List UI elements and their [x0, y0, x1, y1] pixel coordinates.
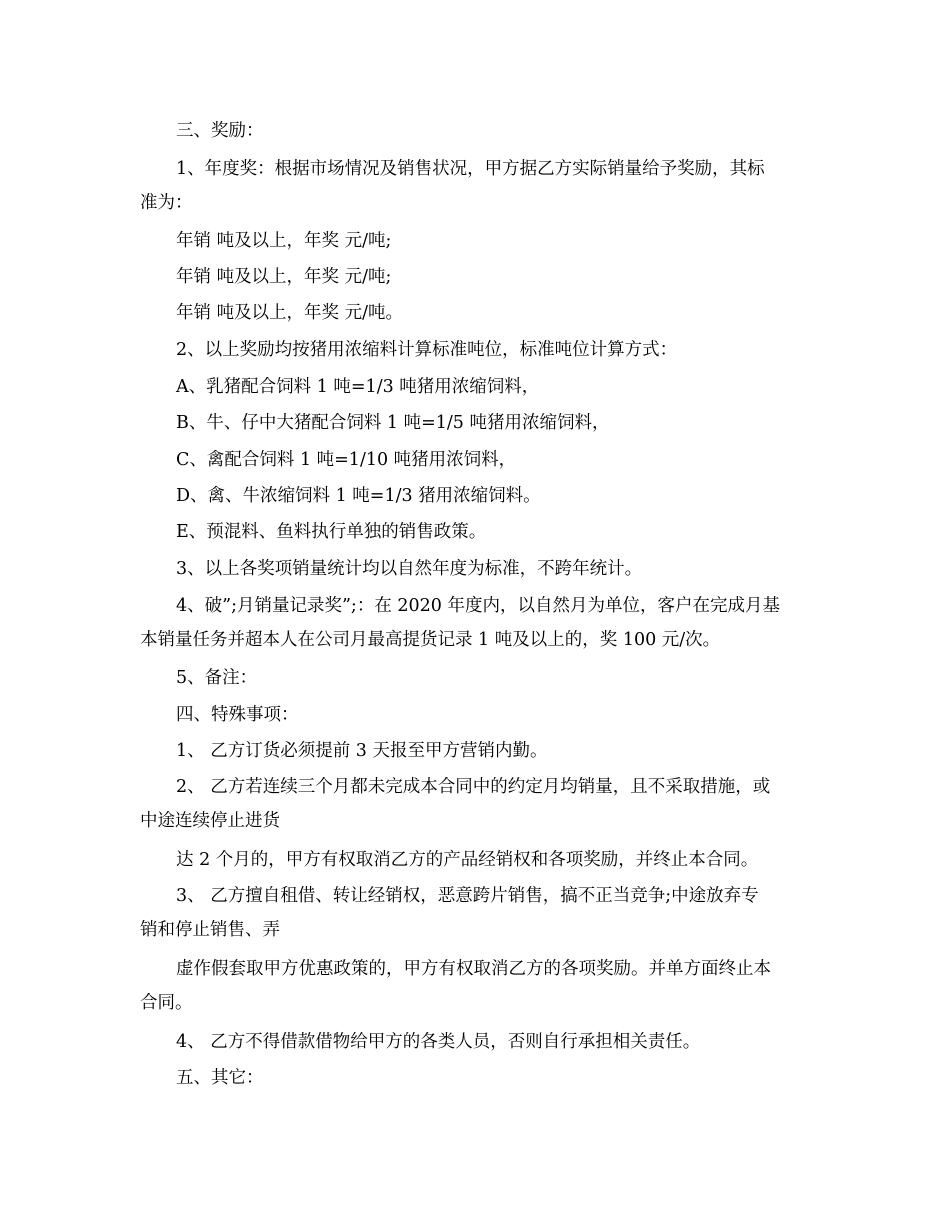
- paragraph-annual-statistics: 3、以上各奖项销量统计均以自然年度为标准，不跨年统计。: [176, 559, 643, 579]
- paragraph-standard-tonnage: 2、以上奖励均按猪用浓缩料计算标准吨位，标准吨位计算方式：: [176, 340, 678, 360]
- special-item-2-cont: 中途连续停止进货: [140, 811, 280, 831]
- conversion-item-a: A、乳猪配合饲料 1 吨=1/3 吨猪用浓缩饲料，: [176, 377, 540, 397]
- conversion-item-d: D、禽、牛浓缩饲料 1 吨=1/3 猪用浓缩饲料。: [176, 486, 541, 506]
- paragraph-annual-award: 1、年度奖：根据市场情况及销售状况，甲方据乙方实际销量给予奖励，其标: [176, 159, 765, 179]
- section-heading-special: 四、特殊事项：: [176, 705, 299, 725]
- award-tier-line: 年销 吨及以上，年奖 元/吨;: [176, 231, 392, 251]
- special-item-4: 4、 乙方不得借款借物给甲方的各类人员，否则自行承担相关责任。: [176, 1032, 701, 1052]
- special-item-1: 1、 乙方订货必须提前 3 天报至甲方营销内勤。: [176, 741, 548, 761]
- paragraph-annual-award-cont: 准为：: [140, 193, 193, 213]
- special-item-2: 2、 乙方若连续三个月都未完成本合同中的约定月均销量，且不采取措施，或: [176, 777, 771, 797]
- section-heading-other: 五、其它：: [176, 1068, 264, 1088]
- special-item-3-cont: 销和停止销售、弄: [140, 920, 280, 940]
- award-tier-line: 年销 吨及以上，年奖 元/吨。: [176, 303, 404, 323]
- special-item-3: 3、 乙方擅自租借、转让经销权，恶意跨片销售，搞不正当竞争;中途放弃专: [176, 886, 759, 906]
- paragraph-remarks: 5、备注：: [176, 668, 258, 688]
- section-heading-rewards: 三、奖励：: [176, 121, 264, 141]
- conversion-item-b: B、牛、仔中大猪配合饲料 1 吨=1/5 吨猪用浓缩饲料，: [176, 413, 610, 433]
- paragraph-monthly-record-award: 4、破”;月销量记录奖”;：在 2020 年度内，以自然月为单位，客户在完成月基: [176, 596, 780, 616]
- conversion-item-e: E、预混料、鱼料执行单独的销售政策。: [176, 522, 487, 542]
- conversion-item-c: C、禽配合饲料 1 吨=1/10 吨猪用浓饲料，: [176, 450, 517, 470]
- special-item-3-cont: 合同。: [140, 993, 193, 1013]
- award-tier-line: 年销 吨及以上，年奖 元/吨;: [176, 267, 392, 287]
- special-item-2-cont: 达 2 个月的，甲方有权取消乙方的产品经销权和各项奖励，并终止本合同。: [176, 850, 759, 870]
- special-item-3-cont: 虚作假套取甲方优惠政策的，甲方有权取消乙方的各项奖励。并单方面终止本: [176, 959, 771, 979]
- paragraph-monthly-record-cont: 本销量任务并超本人在公司月最高提货记录 1 吨及以上的，奖 100 元/次。: [140, 630, 721, 650]
